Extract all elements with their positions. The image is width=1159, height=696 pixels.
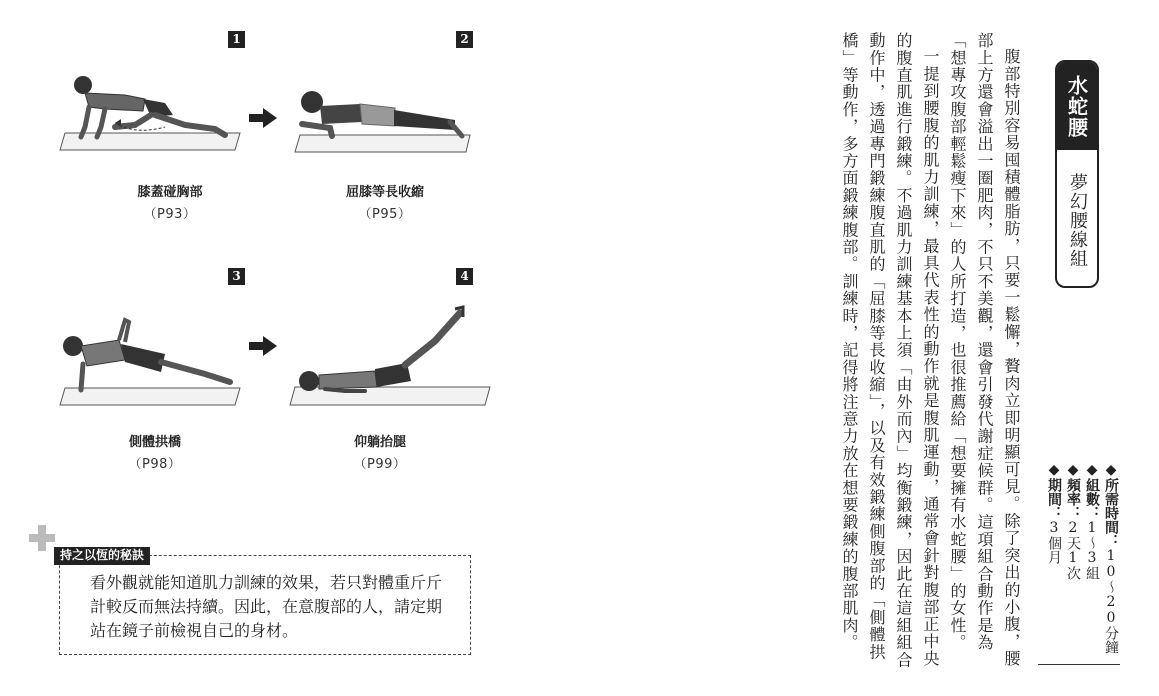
exercise-2-name: 屈膝等長收縮 [345, 185, 424, 200]
tip-text: 看外觀就能知道肌力訓練的效果，若只對體重斤斤計較反而無法持續。因此，在意腹部的人，請定期站在鏡子前檢視自己的身材。 [90, 573, 443, 640]
exercise-3-illustration [55, 310, 245, 410]
meta-frequency: ◆頻率：2天1次 [1065, 462, 1081, 580]
exercise-3-page-ref: （P98） [128, 457, 182, 472]
body-paragraph-2: 一提到腰腹的肌力訓練，最具代表性的動作就是腹肌運動，通常會針對腹部正中央的腹直肌進行鍛練。不過肌力訓練基本上須「由外而內」均衡鍛練，因此在這組組合動作中，透過專門鍛練腹直肌的「屈膝等長收縮」，以及有效鍛練側腹部的「側體拱橋」等動作，多方面鍛練腹部。訓練時，記得將注意力放在想要鍛練的腹部肌肉。 [840, 32, 940, 669]
exercise-number-badge: 1 [228, 31, 245, 48]
right-arrow-icon [249, 336, 277, 356]
exercise-3-name: 側體拱橋 [128, 435, 181, 450]
plus-icon [29, 525, 55, 551]
meta-sets: ◆組數：1～3組 [1084, 462, 1100, 580]
exercise-2-illustration [290, 80, 475, 158]
exercise-4-page-ref: （P99） [353, 457, 407, 472]
meta-time: ◆所需時間：10～20分鐘 [1103, 462, 1119, 654]
training-meta [1038, 462, 1120, 665]
tip-label: 持之以恆的秘訣 [54, 547, 150, 565]
body-paragraph-1: 腹部特別容易囤積體脂肪，只要一鬆懈，贅肉立即明顯可見。除了突出的小腹，腰部上方還會溢出一圈肥肉，不只不美觀，還會引發代謝症候群。這項組合動作是為「想專攻腹部輕鬆瘦下來」的人所打造，也很推薦給「想要擁有水蛇腰」的女性。 [948, 32, 1021, 668]
meta-period: ◆期間：3個月 [1046, 462, 1062, 564]
exercise-number-badge: 2 [456, 31, 473, 48]
exercise-4-illustration [285, 305, 495, 410]
exercise-number-badge: 4 [456, 268, 473, 285]
exercise-1-illustration [55, 65, 245, 160]
exercise-2-page-ref: （P95） [358, 207, 412, 222]
right-arrow-icon [249, 108, 277, 128]
page-subtitle: 夢幻腰線組 [1067, 172, 1088, 268]
body-text [705, 32, 1025, 672]
exercise-4-name: 仰躺抬腿 [353, 435, 406, 450]
exercise-number-badge: 3 [228, 268, 245, 285]
exercise-1-page-ref: （P93） [143, 207, 197, 222]
exercise-1-name: 膝蓋碰胸部 [137, 185, 203, 200]
page-title: 水蛇腰 [1057, 62, 1097, 150]
title-box [1055, 60, 1099, 288]
